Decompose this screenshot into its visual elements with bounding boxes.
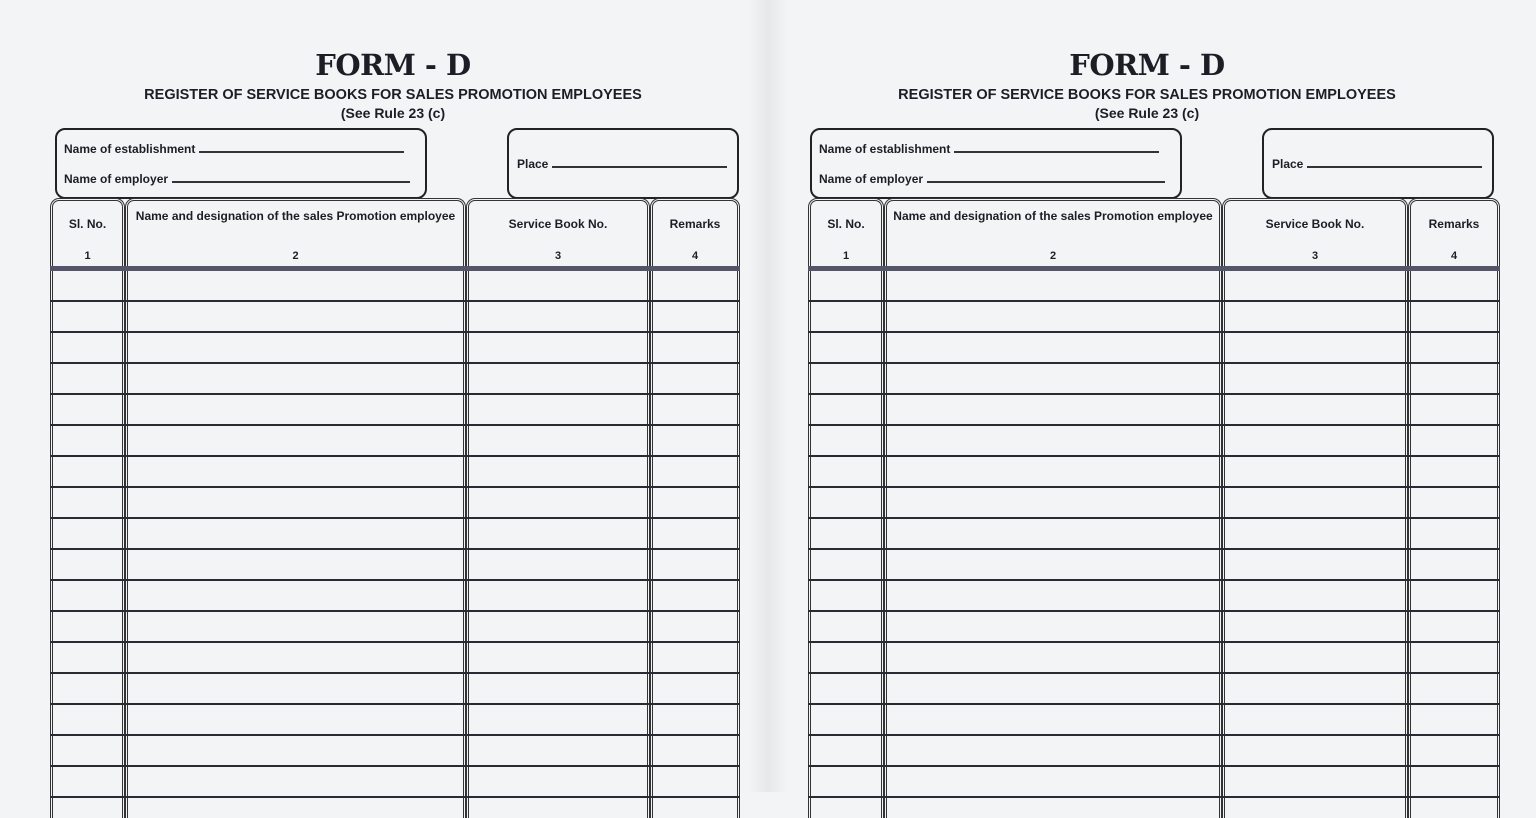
table-row[interactable] <box>808 486 1500 488</box>
column-header: Name and designation of the sales Promotion employee <box>135 209 456 223</box>
establishment-field[interactable] <box>64 142 404 156</box>
column-1 <box>50 198 125 818</box>
establishment-blank-line[interactable] <box>199 150 404 153</box>
form-subtitle: REGISTER OF SERVICE BOOKS FOR SALES PROMOTION EMPLOYEES <box>144 87 642 103</box>
employer-blank-line[interactable] <box>927 180 1165 183</box>
column-header: Sl. No. <box>827 217 865 231</box>
table-row[interactable] <box>50 548 740 550</box>
table-row[interactable] <box>50 641 740 643</box>
table-row[interactable] <box>50 734 740 736</box>
column-header: Remarks <box>669 217 721 231</box>
table-row[interactable] <box>50 703 740 705</box>
establishment-blank-line[interactable] <box>954 150 1159 153</box>
register-table <box>756 198 1536 818</box>
column-header: Service Book No. <box>1265 217 1365 231</box>
table-row[interactable] <box>50 331 740 333</box>
table-row[interactable] <box>50 517 740 519</box>
column-number: 3 <box>1311 250 1319 262</box>
column-1 <box>808 198 884 818</box>
column-header: Service Book No. <box>508 217 608 231</box>
column-3 <box>466 198 650 818</box>
table-row[interactable] <box>808 765 1500 767</box>
employer-label: Name of employer <box>64 172 169 186</box>
establishment-label: Name of establishment <box>64 142 196 156</box>
place-field[interactable] <box>1272 157 1482 171</box>
employer-field[interactable] <box>819 172 1165 186</box>
column-number: 4 <box>691 250 699 262</box>
establishment-label: Name of establishment <box>819 142 951 156</box>
register-table <box>0 198 780 818</box>
place-label: Place <box>1272 157 1304 171</box>
employer-field[interactable] <box>64 172 410 186</box>
column-number: 2 <box>1049 250 1057 262</box>
form-title: FORM - D <box>315 48 471 82</box>
table-row[interactable] <box>808 455 1500 457</box>
table-row[interactable] <box>50 362 740 364</box>
table-row[interactable] <box>808 641 1500 643</box>
establishment-box <box>810 128 1182 199</box>
column-header: Remarks <box>1428 217 1480 231</box>
table-row[interactable] <box>50 486 740 488</box>
form-subtitle: REGISTER OF SERVICE BOOKS FOR SALES PROMOTION EMPLOYEES <box>898 87 1396 103</box>
place-blank-line[interactable] <box>1307 165 1482 168</box>
table-row[interactable] <box>50 796 740 798</box>
form-page-right <box>756 0 1536 792</box>
form-title: FORM - D <box>1069 48 1225 82</box>
table-row[interactable] <box>50 455 740 457</box>
table-row[interactable] <box>50 579 740 581</box>
table-row[interactable] <box>50 393 740 395</box>
employer-blank-line[interactable] <box>172 180 410 183</box>
place-blank-line[interactable] <box>552 165 727 168</box>
column-number: 2 <box>292 250 299 262</box>
column-number: 4 <box>1450 250 1458 262</box>
establishment-field[interactable] <box>819 142 1159 156</box>
table-row[interactable] <box>50 424 740 426</box>
form-page-left <box>0 0 768 792</box>
column-number: 1 <box>842 250 850 262</box>
table-row[interactable] <box>808 672 1500 674</box>
establishment-box <box>55 128 427 199</box>
table-row[interactable] <box>808 796 1500 798</box>
column-number: 3 <box>554 250 562 262</box>
table-row[interactable] <box>808 331 1500 333</box>
table-row[interactable] <box>50 765 740 767</box>
table-row[interactable] <box>50 610 740 612</box>
table-row[interactable] <box>808 703 1500 705</box>
column-2 <box>125 198 466 818</box>
form-rule-reference: (See Rule 23 (c) <box>340 105 446 121</box>
column-4 <box>650 198 740 818</box>
column-header: Sl. No. <box>68 217 107 231</box>
table-row[interactable] <box>808 424 1500 426</box>
table-row[interactable] <box>808 393 1500 395</box>
table-row[interactable] <box>808 579 1500 581</box>
place-label: Place <box>517 157 549 171</box>
employer-label: Name of employer <box>819 172 924 186</box>
table-row[interactable] <box>808 517 1500 519</box>
column-header: Name and designation of the sales Promotion employee <box>893 209 1213 223</box>
column-number: 1 <box>84 250 91 262</box>
table-row[interactable] <box>50 300 740 302</box>
column-4 <box>1408 198 1500 818</box>
table-row[interactable] <box>50 672 740 674</box>
table-row[interactable] <box>808 300 1500 302</box>
form-rule-reference: (See Rule 23 (c) <box>1094 105 1200 121</box>
table-row[interactable] <box>808 362 1500 364</box>
table-row[interactable] <box>808 548 1500 550</box>
column-3 <box>1222 198 1408 818</box>
header-separator <box>808 266 1500 271</box>
header-separator <box>50 266 740 271</box>
table-row[interactable] <box>808 610 1500 612</box>
column-2 <box>884 198 1222 818</box>
place-field[interactable] <box>517 157 727 171</box>
table-row[interactable] <box>808 734 1500 736</box>
